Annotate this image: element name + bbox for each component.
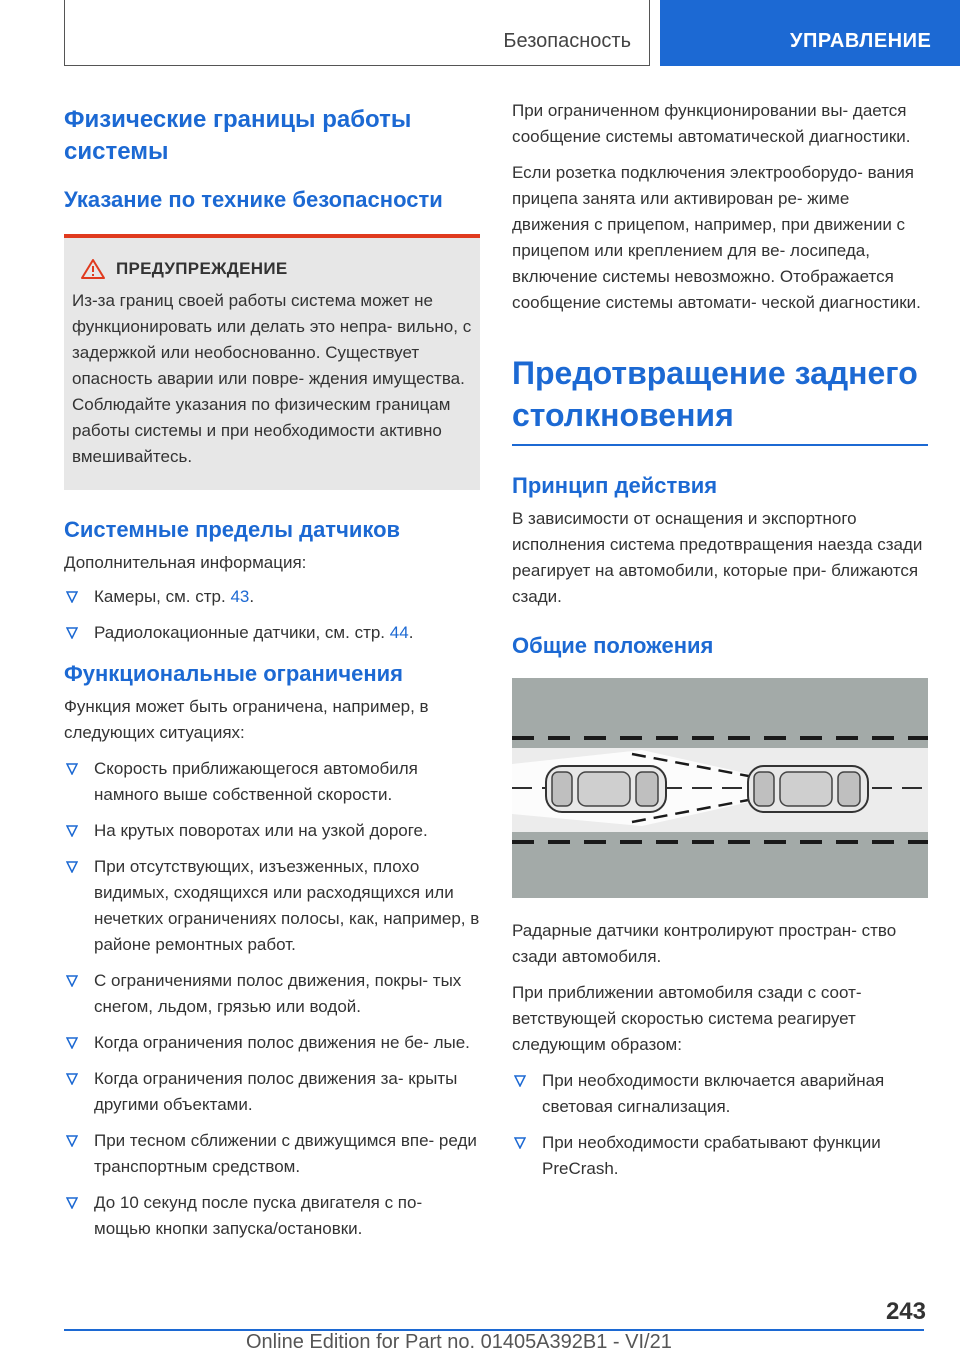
list-item-text: На крутых поворотах или на узкой дороге. (94, 821, 428, 840)
header-chapter-tab (660, 0, 960, 66)
reaction-list (512, 1068, 928, 1182)
radar-text: Радарные датчики контролируют простран- ство сзади автомобиля. (512, 921, 897, 966)
right-column (512, 98, 928, 1192)
warning-text: Из-за границ своей работы система может не функционировать или делать это непра- вильно, с задержкой или необоснованно. Существует опасность аварии или повре- ждения имущества. Соблюдайте указания по физическим границам работы системы и при необходимости активно вмешивайтесь. (72, 291, 472, 466)
triangle-bullet-icon (66, 825, 78, 837)
rear-collision-radar-diagram (512, 678, 928, 898)
triangle-bullet-icon (66, 1135, 78, 1147)
triangle-bullet-icon (66, 591, 78, 603)
warning-label: ПРЕДУПРЕЖДЕНИЕ (116, 259, 288, 278)
sensors-list (64, 584, 480, 646)
list-item-text: Когда ограничения полос движения не бе- лые. (94, 1033, 470, 1052)
section-title: Физические границы работы системы (64, 106, 412, 165)
list-item (64, 1190, 480, 1242)
list-item-text: Скорость приближающегося автомобиля намного выше собственной скорости. (94, 759, 418, 804)
list-item (64, 968, 480, 1020)
limits-heading: Функциональные ограничения (64, 661, 403, 686)
list-item-end: . (249, 587, 255, 606)
sensors-intro: Дополнительная информация: (64, 553, 307, 572)
triangle-bullet-icon (66, 1197, 78, 1209)
warning-triangle-icon (80, 258, 106, 280)
list-item-text: Радиолокационные датчики, см. стр. (94, 623, 390, 642)
left-column (64, 104, 480, 1252)
list-item (64, 1030, 480, 1056)
sensors-heading: Системные пределы датчиков (64, 517, 401, 542)
limited-function-text: При ограниченном функционировании вы- дается сообщение системы автоматической диагностики. (512, 101, 911, 146)
list-item (64, 584, 480, 610)
list-item-text: Камеры, см. стр. (94, 587, 231, 606)
list-item (64, 620, 480, 646)
header-section-tab (64, 0, 650, 66)
principle-text: В зависимости от оснащения и экспортного исполнения система предотвращения наезда сзади реагирует на автомобили, которые при- ближаются сзади. (512, 509, 923, 606)
trailer-text: Если розетка подключения электрооборудо- вания прицепа занята или активирован ре- жиме движения с прицепом, например, при движении с прицепом или креплением для ве- лосипеда, включение системы невозможно. Отображается сообщение системы автомати- ческой диагностики. (512, 163, 921, 312)
warning-header (72, 258, 472, 280)
page-number: 243 (885, 1298, 926, 1325)
list-item-text: До 10 секунд после пуска двигателя с по- мощью кнопки запуска/остановки. (94, 1193, 423, 1238)
approaching-car-icon (748, 766, 868, 812)
list-item-text: При отсутствующих, изъезженных, плохо видимых, сходящихся или расходящихся или нечетких ограничениях полосы, как, например, в районе ремонтных работ. (94, 857, 480, 954)
header-section-label: Безопасность (503, 30, 631, 52)
title-divider (512, 444, 928, 446)
list-item-text: При необходимости срабатывают функции PreCrash. (542, 1133, 881, 1178)
list-item-text: При необходимости включается аварийная световая сигнализация. (542, 1071, 885, 1116)
limits-list (64, 756, 480, 1242)
list-item (512, 1068, 928, 1120)
general-heading: Общие положения (512, 633, 714, 658)
own-car-icon (546, 766, 666, 812)
list-item-end: . (408, 623, 414, 642)
triangle-bullet-icon (66, 861, 78, 873)
list-item (64, 756, 480, 808)
triangle-bullet-icon (514, 1137, 526, 1149)
list-item (512, 1130, 928, 1182)
list-item-text: С ограничениями полос движения, покры- тых снегом, льдом, грязью или водой. (94, 971, 462, 1016)
edition-text: Online Edition for Part no. 01405A392B1 - VI/21 (246, 1331, 672, 1353)
header-chapter-label: УПРАВЛЕНИЕ (790, 30, 932, 52)
list-item (64, 1066, 480, 1118)
triangle-bullet-icon (66, 975, 78, 987)
triangle-bullet-icon (66, 763, 78, 775)
list-item (64, 818, 480, 844)
principle-heading: Принцип действия (512, 473, 718, 498)
list-item (64, 1128, 480, 1180)
list-item-text: Когда ограничения полос движения за- крыты другими объектами. (94, 1069, 458, 1114)
triangle-bullet-icon (66, 627, 78, 639)
limits-intro: Функция может быть ограничена, например, в следующих ситуациях: (64, 697, 429, 742)
warning-box (64, 234, 480, 490)
page-link[interactable]: 44 (389, 623, 409, 642)
approach-text: При приближении автомобиля сзади с соот- ветствующей скоростью система реагирует следующим образом: (512, 983, 862, 1054)
safety-subtitle: Указание по технике безопасности (64, 187, 443, 212)
list-item-text: При тесном сближении с движущимся впе- реди транспортным средством. (94, 1131, 477, 1176)
triangle-bullet-icon (514, 1075, 526, 1087)
triangle-bullet-icon (66, 1037, 78, 1049)
page-link[interactable]: 43 (230, 587, 250, 606)
triangle-bullet-icon (66, 1073, 78, 1085)
rear-collision-title: Предотвращение заднего столкновения (512, 355, 918, 433)
list-item (64, 854, 480, 958)
